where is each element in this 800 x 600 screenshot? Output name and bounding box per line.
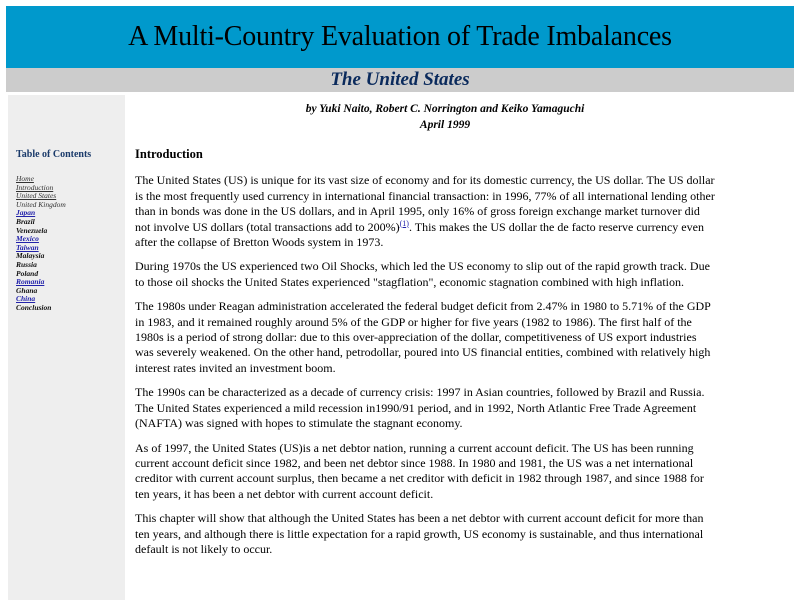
paragraph-3: The 1980s under Reagan administration accelerated the federal budget deficit from 2.47% in 1980 to 5.71% of the GDP in 1983, and it remained roughly around 5% of the GDP or higher for five years (1982 to 1986). The first half of the 1980s is a period of strong dollar: due to this over-appreciation of the dollar, competitiveness of US export industries was severely weakened. On the other hand, petrodollar, poured into US financial entities, combined with relatively high interest rates invited an investment boom.: [135, 299, 711, 375]
paragraph-2: During 1970s the US experienced two Oil Shocks, which led the US economy to slip out of the rapid growth track. Due to those oil shocks the United States experienced "stagflation", economic stagnation combined with high inflation.: [135, 259, 710, 289]
publication-date: April 1999: [419, 119, 471, 131]
footnote-link[interactable]: (1): [399, 218, 409, 228]
toc-item-malaysia: Malaysia: [16, 251, 45, 261]
sidebar: [8, 95, 125, 600]
toc-item-romania[interactable]: Romania: [16, 277, 45, 287]
toc-item-united-states[interactable]: United States: [16, 191, 57, 201]
toc-list: [16, 175, 66, 313]
header-banner: [6, 6, 794, 68]
toc-item-poland: Poland: [16, 268, 39, 278]
paragraph-1-text: The United States (US) is unique for its vast size of economy and for its domestic currency, the US dollar. The US dollar is the most frequently used currency in international financial transaction: in 1996, 77% of all international lending other than in bonds was done in the US dollars, and in April 1995, only 16% of gross foreign exchange market turnover did not involve US dollars (total transactions add to 200%): [135, 173, 715, 234]
toc-item-japan[interactable]: Japan: [16, 208, 36, 218]
toc-item-brazil: Brazil: [16, 216, 35, 226]
byline: [135, 101, 715, 133]
paragraph-1: [135, 173, 715, 250]
paragraph-5: As of 1997, the United States (US)is a net debtor nation, running a current account deficit. The US has been running current account deficit since 1982, and been net debtor since 1988. In 1980 and 1981, the US was a net international creditor with current account surplus, then became a net creditor with deficit in 1982 through 1987, and since 1988 for ten years, it has been a net debtor with current account deficit.: [135, 440, 704, 501]
toc-item-ghana: Ghana: [16, 285, 38, 295]
toc-item-venezuela: Venezuela: [16, 225, 48, 235]
toc-item-introduction[interactable]: Introduction: [16, 182, 54, 192]
page-subtitle: The United States: [330, 69, 470, 90]
authors: by Yuki Naito, Robert C. Norrington and Keiko Yamaguchi: [305, 103, 585, 115]
page-title: A Multi-Country Evaluation of Trade Imbalances: [128, 21, 672, 52]
section-heading: Introduction: [135, 147, 203, 161]
toc-title: Table of Contents: [16, 149, 92, 160]
toc-item-china[interactable]: China: [16, 294, 36, 304]
toc-item-united-kingdom: United Kingdom: [16, 199, 66, 209]
main-content: [135, 95, 715, 566]
toc-item-mexico[interactable]: Mexico: [16, 234, 39, 244]
paragraph-1-text-end: . This makes the US dollar the de facto reserve currency even after the collapse of Bretton Woods system in 1973.: [135, 219, 704, 250]
paragraph-4: The 1990s can be characterized as a decade of currency crisis: 1997 in Asian countries, followed by Brazil and Russia. The United States experienced a mild recession in1990/91 period, and in 1992, North Atlantic Free Trade Agreement (NAFTA) was signed with hopes to stimulate the stagnant economy.: [135, 385, 705, 431]
toc-item-taiwan[interactable]: Taiwan: [16, 242, 39, 252]
paragraph-6: This chapter will show that although the United States has been a net debtor with current account deficit for more than ten years, and although there is little expectation for a rapid growth, US economy is sustainable, and thus international default is not likely to occur.: [135, 511, 704, 556]
toc-item-home[interactable]: Home: [16, 174, 34, 183]
toc-item-conclusion: Conclusion: [16, 302, 52, 312]
toc-item-russia: Russia: [16, 259, 37, 269]
subtitle-bar: [6, 68, 794, 92]
